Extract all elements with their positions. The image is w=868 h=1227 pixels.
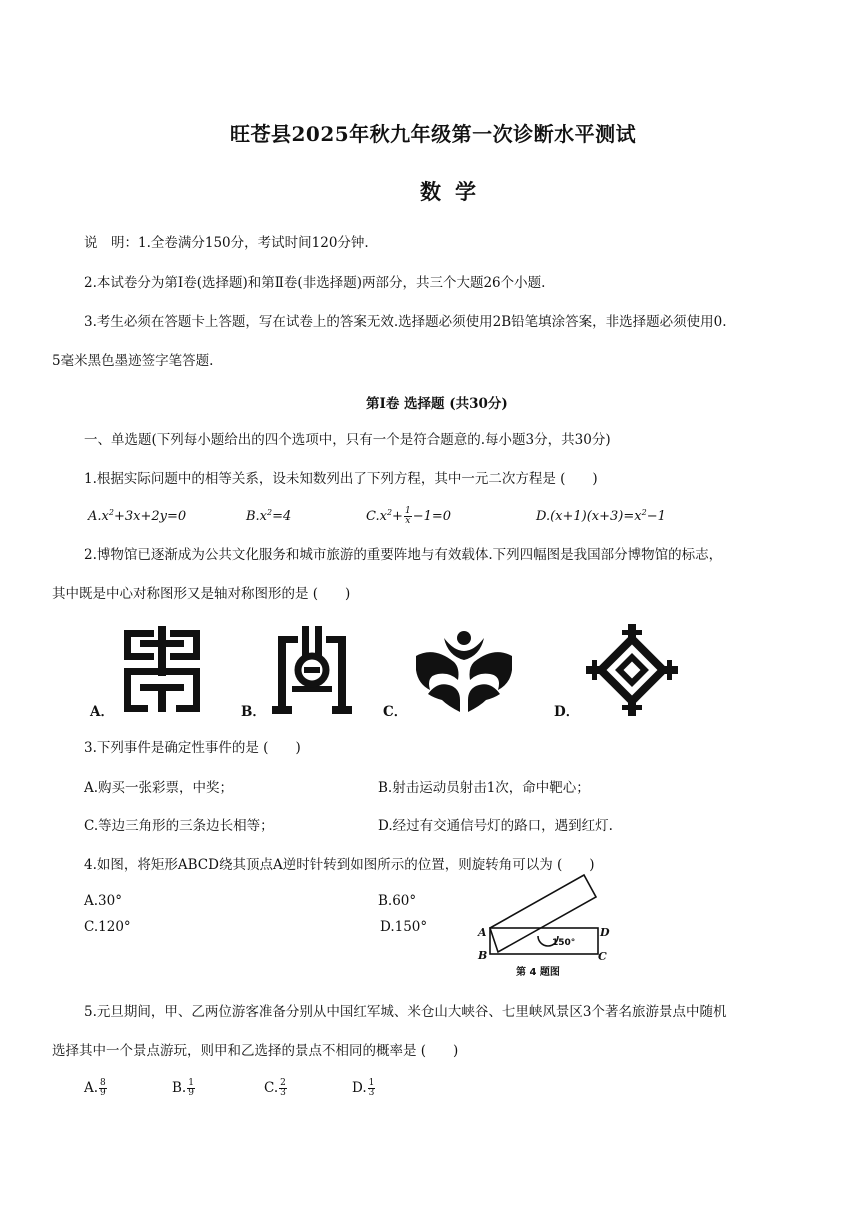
note-2: 2.本试卷分为第Ⅰ卷(选择题)和第Ⅱ卷(非选择题)两部分，共三个大题26个小题. <box>84 275 546 291</box>
note-3-continued: 5毫米黑色墨迹签字笔答题. <box>52 353 214 369</box>
note-3: 3.考生必须在答题卡上答题，写在试卷上的答案无效.选择题必须使用2B铅笔填涂答案，非选择题必须使用0. <box>84 314 727 330</box>
museum-logo-b-image <box>272 626 352 714</box>
subject-title: 数学 <box>420 179 490 204</box>
q1-option-a: $A.x^2+3x+2y=0$ <box>88 508 187 524</box>
q4-figure-label-a: A <box>478 926 487 939</box>
q1-option-d: $D.(x+1)(x+3)=x^2-1$ <box>536 508 666 524</box>
museum-logo-a-image <box>122 626 202 716</box>
q2-option-d-label: D． <box>554 704 580 720</box>
question-5-stem-line-1: 5.元旦期间，甲、乙两位游客准备分别从中国红军城、米仓山大峡谷、七里峡风景区3个著名旅游景点中随机 <box>84 1004 727 1020</box>
question-2-stem-line-1: 2.博物馆已逐渐成为公共文化服务和城市旅游的重要阵地与有效载体.下列四幅图是我国部分博物馆的标志， <box>84 547 723 563</box>
q3-option-c: C.等边三角形的三条边长相等； <box>84 818 274 834</box>
q4-option-c: C.120° <box>84 919 131 935</box>
q5-option-c: C. $\frac{2}{3}$ <box>264 1078 286 1098</box>
question-4-stem: 4.如图，将矩形ABCD绕其顶点A逆时针转到如图所示的位置，则旋转角可以为 ( ) <box>84 857 595 873</box>
q4-rectangle-rotation-figure <box>476 866 616 976</box>
museum-logo-d-image <box>586 624 678 716</box>
q3-option-b: B.射击运动员射击1次，命中靶心； <box>378 780 590 796</box>
q3-option-d: D.经过有交通信号灯的路口，遇到红灯. <box>378 818 613 834</box>
page-title: 旺苍县2025年秋九年级第一次诊断水平测试 <box>230 122 637 146</box>
q4-option-a: A.30° <box>84 893 122 909</box>
q5-option-a: A. $\frac{8}{9}$ <box>84 1078 106 1098</box>
q4-figure-caption: 第 4 题图 <box>516 967 560 978</box>
q2-option-b-label: B． <box>241 704 266 720</box>
q4-figure-label-c: C <box>598 950 607 963</box>
q1-option-c: $C.x^2+$ $\frac{1}{x}$ −1=0 <box>366 506 452 526</box>
museum-logo-c-image <box>414 628 514 714</box>
q3-option-a: A.购买一张彩票，中奖； <box>84 780 234 796</box>
q4-option-d: D.150° <box>380 919 428 935</box>
question-5-stem-line-2: 选择其中一个景点游玩，则甲和乙选择的景点不相同的概率是 ( ) <box>52 1043 459 1059</box>
section-title: 第Ⅰ卷 选择题 (共30分) <box>366 396 508 412</box>
q2-option-c-label: C． <box>383 704 408 720</box>
q1-option-b: $B.x^2=4$ <box>246 508 292 524</box>
q5-option-d: D. $\frac{1}{3}$ <box>352 1078 375 1098</box>
q5-option-b: B. $\frac{1}{9}$ <box>172 1078 194 1098</box>
question-1-stem: 1.根据实际问题中的相等关系，设未知数列出了下列方程，其中一元二次方程是 ( ) <box>84 471 598 487</box>
q4-option-b: B.60° <box>378 893 417 909</box>
q4-figure-label-d: D <box>600 926 610 939</box>
part-title: 一、单选题(下列每小题给出的四个选项中，只有一个是符合题意的.每小题3分，共30分) <box>84 432 611 448</box>
question-2-stem-line-2: 其中既是中心对称图形又是轴对称图形的是 ( ) <box>52 586 351 602</box>
q4-figure-label-b: B <box>478 949 488 962</box>
note-1: 说 明：1.全卷满分150分，考试时间120分钟. <box>84 235 369 251</box>
q4-figure-angle-label: 150° <box>552 938 576 948</box>
question-3-stem: 3.下列事件是确定性事件的是 ( ) <box>84 740 301 756</box>
q2-option-a-label: A． <box>90 704 114 720</box>
